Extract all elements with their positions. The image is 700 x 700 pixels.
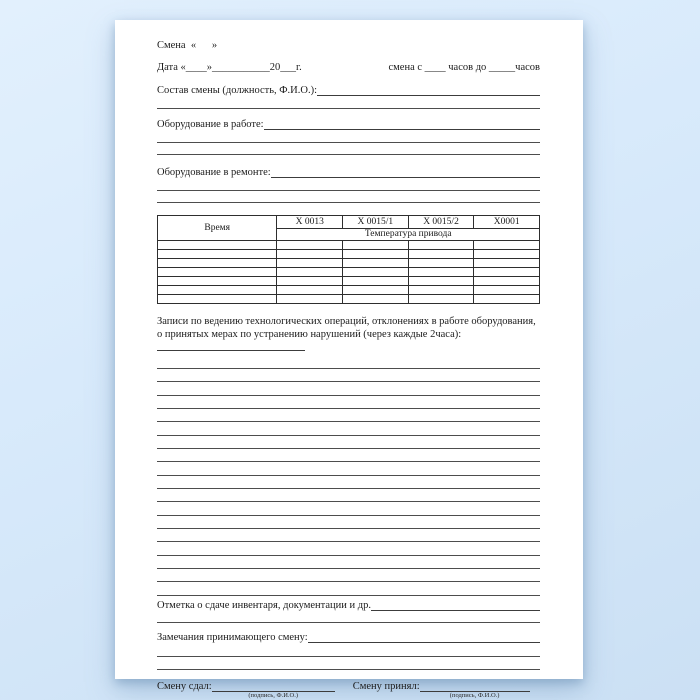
ruled-lines-equipment-working xyxy=(157,131,540,155)
table-cell xyxy=(474,250,540,259)
ruled-lines-remarks xyxy=(157,644,540,670)
inventory-blank-line xyxy=(371,610,540,611)
temperature-table xyxy=(157,215,540,304)
equipment-repair-blank-line xyxy=(271,177,540,178)
signature-accepted xyxy=(353,681,530,700)
inventory-label: Отметка о сдаче инвентаря, документации и др. xyxy=(157,599,371,611)
ruled-line xyxy=(157,644,540,657)
ruled-line xyxy=(157,476,540,489)
ruled-line xyxy=(157,449,540,462)
ruled-line xyxy=(157,582,540,595)
table-cell xyxy=(158,295,277,304)
staff-blank-line xyxy=(317,95,540,96)
table-cell xyxy=(474,259,540,268)
table-cell xyxy=(277,286,343,295)
form-title: Смена « » xyxy=(157,40,218,51)
ruled-line xyxy=(157,556,540,569)
ruled-line xyxy=(157,396,540,409)
ruled-line xyxy=(157,569,540,582)
table-row xyxy=(158,277,540,286)
ruled-lines-staff xyxy=(157,97,540,109)
ruled-line xyxy=(157,502,540,515)
table-row xyxy=(158,250,540,259)
table-cell xyxy=(474,295,540,304)
ruled-line xyxy=(157,131,540,143)
table-cell xyxy=(343,295,409,304)
table-cell xyxy=(158,286,277,295)
signature-handed xyxy=(157,681,335,700)
table-row xyxy=(158,259,540,268)
table-cell xyxy=(408,268,474,277)
table-cell xyxy=(277,259,343,268)
remarks-label: Замечания принимающего смену: xyxy=(157,631,308,643)
signature-handed-line xyxy=(212,681,335,692)
ruled-line xyxy=(157,191,540,203)
ruled-line xyxy=(157,356,540,369)
table-cell xyxy=(343,277,409,286)
ruled-line xyxy=(157,529,540,542)
ruled-line xyxy=(157,542,540,555)
ruled-line xyxy=(157,97,540,109)
staff-field xyxy=(157,85,540,97)
table-cell xyxy=(408,277,474,286)
ruled-line xyxy=(157,422,540,435)
ruled-line xyxy=(157,657,540,670)
table-cell xyxy=(158,241,277,250)
table-row xyxy=(158,286,540,295)
equipment-working-blank-line xyxy=(264,129,540,130)
table-cell xyxy=(474,286,540,295)
table-header-time: Время xyxy=(158,216,277,241)
ruled-line xyxy=(157,612,540,623)
equipment-working-label: Оборудование в работе: xyxy=(157,119,264,130)
ruled-line xyxy=(157,179,540,191)
shift-log-form-paper xyxy=(115,20,583,699)
ruled-line xyxy=(157,382,540,395)
table-cell xyxy=(408,295,474,304)
inventory-field xyxy=(157,600,540,612)
signatures-row xyxy=(157,681,540,700)
ruled-line xyxy=(157,143,540,155)
ruled-lines-records xyxy=(157,356,540,596)
table-cell xyxy=(158,259,277,268)
table-row xyxy=(158,241,540,250)
staff-label: Состав смены (должность, Ф.И.О.): xyxy=(157,85,318,96)
table-cell xyxy=(474,241,540,250)
date-field: Дата «____»___________20___г. xyxy=(157,62,302,73)
ruled-line xyxy=(157,409,540,422)
signature-accepted-hint: (подпись, Ф.И.О.) xyxy=(449,691,500,699)
table-cell xyxy=(277,241,343,250)
records-blank-line xyxy=(157,341,305,351)
signature-handed-label: Смену сдал: xyxy=(157,680,212,692)
ruled-lines-inventory xyxy=(157,612,540,623)
table-cell xyxy=(408,241,474,250)
table-cell xyxy=(408,250,474,259)
table-cell xyxy=(474,268,540,277)
date-line xyxy=(157,62,540,74)
table-cell xyxy=(158,268,277,277)
equipment-repair-field xyxy=(157,167,540,179)
table-body xyxy=(158,241,540,304)
table-row xyxy=(158,268,540,277)
equipment-repair-label: Оборудование в ремонте: xyxy=(157,167,271,178)
ruled-line xyxy=(157,436,540,449)
signature-accepted-label: Смену принял: xyxy=(352,680,420,692)
table-header-col-1: Х 0013 xyxy=(277,216,343,229)
equipment-working-field xyxy=(157,119,540,131)
table-row xyxy=(158,295,540,304)
ruled-line xyxy=(157,489,540,502)
remarks-field xyxy=(157,632,540,644)
ruled-line xyxy=(157,462,540,475)
signature-handed-hint: (подпись, Ф.И.О.) xyxy=(248,691,299,699)
signature-accepted-line xyxy=(420,681,530,692)
table-cell xyxy=(277,277,343,286)
table-cell xyxy=(158,250,277,259)
shift-hours-field: смена с ____ часов до _____часов xyxy=(388,62,540,73)
ruled-line xyxy=(157,516,540,529)
table-cell xyxy=(343,241,409,250)
table-cell xyxy=(277,268,343,277)
table-cell xyxy=(343,259,409,268)
table-cell xyxy=(277,295,343,304)
table-subheader-temperature: Температура привода xyxy=(277,229,540,241)
table-cell xyxy=(343,286,409,295)
table-cell xyxy=(277,250,343,259)
table-cell xyxy=(408,286,474,295)
table-cell xyxy=(408,259,474,268)
records-label: Записи по ведению технологических операций, отклонениях в работе оборудования, о принятых мерах по устранению нарушений (через каждые 2часа): xyxy=(157,316,536,340)
records-paragraph xyxy=(157,316,540,356)
ruled-line xyxy=(157,369,540,382)
remarks-blank-line xyxy=(308,642,540,643)
table-header-col-2: Х 0015/1 xyxy=(343,216,409,229)
table-header-col-4: Х0001 xyxy=(474,216,540,229)
ruled-lines-equipment-repair xyxy=(157,179,540,203)
table-cell xyxy=(474,277,540,286)
table-header-col-3: Х 0015/2 xyxy=(408,216,474,229)
table-cell xyxy=(158,277,277,286)
table-cell xyxy=(343,250,409,259)
table-cell xyxy=(343,268,409,277)
